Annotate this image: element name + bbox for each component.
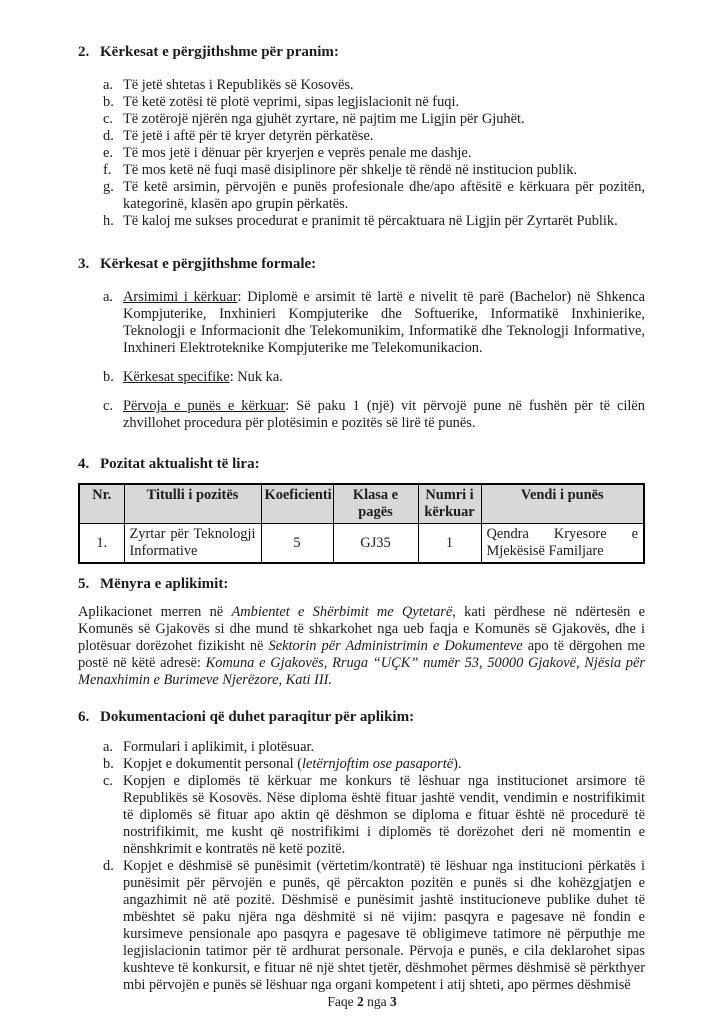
item-segment: Kopjet e dokumentit personal ( [123, 756, 303, 772]
item-letter: c. [103, 773, 113, 789]
cell-nr: 1. [79, 524, 124, 564]
item-text: Të ketë arsimin, përvojën e punës profesionale dhe/apo aftësitë e kërkuara për pozitën, kategorinë, klasën apo grupin përkatës. [123, 179, 645, 212]
footer-total-pages: 3 [389, 994, 397, 1009]
item-segment-italic: letërnjoftim ose pasaportë [302, 756, 454, 772]
list-item [103, 213, 645, 230]
item-text: Të mos jetë i dënuar për kryerjen e veprës penale me dashje. [123, 145, 472, 161]
document-content [78, 44, 645, 994]
section-number: 2. [78, 44, 90, 60]
col-header-pay-class: Klasa e pagës [333, 484, 418, 524]
col-header-workplace: Vendi i punës [481, 484, 644, 524]
item-text: Formulari i aplikimit, i plotësuar. [123, 739, 315, 755]
item-text: Kopjet e dëshmisë së punësimit (vërtetim/kontratë) të lëshuar nga institucioni përkatës i punësimit për përvojën e punës, që përcakton pozitën e punës si dhe kohëzgjatjen e angazhimit në atë pozitë. Dëshmisë e punësimit jashtë institucioneve publike duhet të mbështet së paku njëra nga dëshmitë si në vijim: pasqyra e pagesave në fondin e kursimeve pensionale apo pasqyra e pagesave të obligimeve tatimore në përputhje me legjislacionin tatimor për të ardhurat personale. Përvoja e punës, e cila deklarohet sipas kushteve të konkursit, e fituar në një shtet tjetër, dëshmohet përmes dëshmisë së përkthyer mbi përvojën e punës së lëshuar nga organi kompetent i atij shteti, apo përmes dëshmisë [123, 858, 645, 993]
section-title: Pozitat aktualisht të lira: [100, 456, 260, 472]
item-letter: d. [103, 858, 114, 874]
item-letter: c. [103, 398, 113, 414]
item-text: Të jetë shtetas i Republikës së Kosovës. [123, 77, 354, 93]
section-formal-heading [78, 256, 645, 272]
section-title: Dokumentacioni që duhet paraqitur për aplikim: [100, 709, 415, 725]
positions-table [78, 483, 645, 564]
item-text [123, 369, 645, 386]
item-segment: ). [453, 756, 462, 772]
list-item [103, 179, 645, 213]
section-number: 6. [78, 709, 90, 725]
list-item [103, 858, 645, 994]
list-item [103, 398, 645, 432]
section-number: 3. [78, 256, 90, 272]
list-item [103, 739, 645, 756]
footer-label-page: Faqe [327, 994, 354, 1009]
list-item [103, 94, 645, 111]
item-label-underlined: Arsimimi i kërkuar [123, 289, 238, 305]
item-letter: a. [103, 77, 113, 93]
list-item [103, 128, 645, 145]
list-item [103, 289, 645, 357]
item-text: Të zotërojë njërën nga gjuhët zyrtare, në pajtim me Ligjin për Gjuhët. [123, 111, 525, 127]
item-letter: h. [103, 213, 114, 229]
section-documentation-heading [78, 709, 645, 725]
item-letter: b. [103, 369, 114, 385]
item-text [123, 398, 645, 432]
general-requirements-list [103, 77, 645, 230]
documentation-list [103, 739, 645, 994]
section-title: Mënyra e aplikimit: [100, 576, 229, 592]
item-letter: g. [103, 179, 114, 195]
item-text [123, 756, 645, 773]
list-item [103, 145, 645, 162]
paragraph-segment: apo të dërgohen me postë në këtë adresë: [78, 638, 645, 671]
table-header-row [79, 484, 644, 524]
formal-requirements-list [103, 289, 645, 432]
section-application-heading [78, 576, 645, 592]
col-header-number-required: Numri i kërkuar [418, 484, 481, 524]
item-letter: e. [103, 145, 113, 161]
item-text: Të ketë zotësi të plotë veprimi, sipas legjislacionit në fuqi. [123, 94, 460, 110]
list-item [103, 369, 645, 386]
cell-coefficient: 5 [261, 524, 333, 564]
item-letter: a. [103, 289, 113, 305]
table-row [79, 524, 644, 564]
list-item [103, 162, 645, 179]
item-letter: a. [103, 739, 113, 755]
item-text: Kopjen e diplomës të kërkuar me konkurs të lëshuar nga institucionet arsimore të Republikës së Kosovës. Nëse diploma është fituar jashtë vendit, vendimin e nostrifikimit të diplomës së fituar apo aktin që dëshmon se diploma e fituar është në procedurë të nostrifikimit, me kusht që nostrifikimi i diplomës të dorëzohet deri në momentin e nënshkrimit e kontratës në ketë pozitë. [123, 773, 645, 857]
item-body: : Nuk ka. [229, 369, 283, 385]
section-title: Kërkesat e përgjithshme formale: [100, 256, 317, 272]
item-letter: b. [103, 94, 114, 110]
paragraph-segment-italic: Komuna e Gjakovës, Rruga “UÇK” numër 53, 50000 Gjakovë, Njësia për Menaxhimin e Burimeve Njerëzore, Kati III. [78, 655, 645, 688]
cell-position-title: Zyrtar për Teknologji Informative [124, 524, 261, 564]
cell-pay-class: GJ35 [333, 524, 418, 564]
item-text: Të jetë i aftë për të kryer detyrën përkatëse. [123, 128, 374, 144]
cell-workplace: Qendra Kryesore e Mjekësisë Familjare [481, 524, 644, 564]
item-letter: d. [103, 128, 114, 144]
item-letter: c. [103, 111, 113, 127]
footer-label-of: nga [367, 994, 387, 1009]
item-label-underlined: Kërkesat specifike [123, 369, 230, 385]
paragraph-segment: , kati përdhese në ndërtesën e Komunës së Gjakovës si dhe mund të shkarkohet nga ueb faqja e Komunës së Gjakovës, dhe i plotësuar dorëzohet fizikisht në [78, 604, 645, 654]
item-text: Të mos ketë në fuqi masë disiplinore për shkelje të rëndë në institucion publik. [123, 162, 577, 178]
page-footer [0, 994, 724, 1009]
list-item [103, 77, 645, 94]
paragraph-segment-italic: Ambientet e Shërbimit me Qytetarë [231, 604, 453, 620]
item-body: : Së paku 1 (një) vit përvojë pune në fushën për të cilën zhvillohet procedura për plotësimin e pozitës së lirë të punës. [123, 398, 645, 431]
item-text [123, 289, 645, 357]
cell-number-required: 1 [418, 524, 481, 564]
list-item [103, 773, 645, 858]
item-letter: f. [103, 162, 112, 178]
section-number: 5. [78, 576, 90, 592]
col-header-coefficient: Koeficienti [261, 484, 333, 524]
section-positions-heading [78, 456, 645, 472]
application-paragraph [78, 604, 645, 689]
section-number: 4. [78, 456, 90, 472]
section-general-heading [78, 44, 645, 60]
paragraph-segment: Aplikacionet merren në [78, 604, 232, 620]
item-text: Të kaloj me sukses procedurat e pranimit të përcaktuara në Ligjin për Zyrtarët Publik. [123, 213, 618, 229]
col-header-nr: Nr. [79, 484, 124, 524]
item-body: : Diplomë e arsimit të lartë e nivelit të parë (Bachelor) në Shkenca Kompjuterike, Inxhinieri Kompjuterike dhe Softuerike, Informatikë Inxhinierike, Teknologji e Informacionit dhe Telekomunikim, Informatikë dhe Teknologji Informative, Inxhineri Elektroteknike Kompjuterike me Telekomunikacion. [123, 289, 645, 356]
footer-page-number: 2 [356, 994, 364, 1009]
item-letter: b. [103, 756, 114, 772]
item-label-underlined: Përvoja e punës e kërkuar [123, 398, 286, 414]
paragraph-segment-italic: Sektorin për Administrimin e Dokumenteve [268, 638, 523, 654]
section-title: Kërkesat e përgjithshme për pranim: [100, 44, 339, 60]
list-item [103, 756, 645, 773]
list-item [103, 111, 645, 128]
col-header-title: Titulli i pozitës [124, 484, 261, 524]
